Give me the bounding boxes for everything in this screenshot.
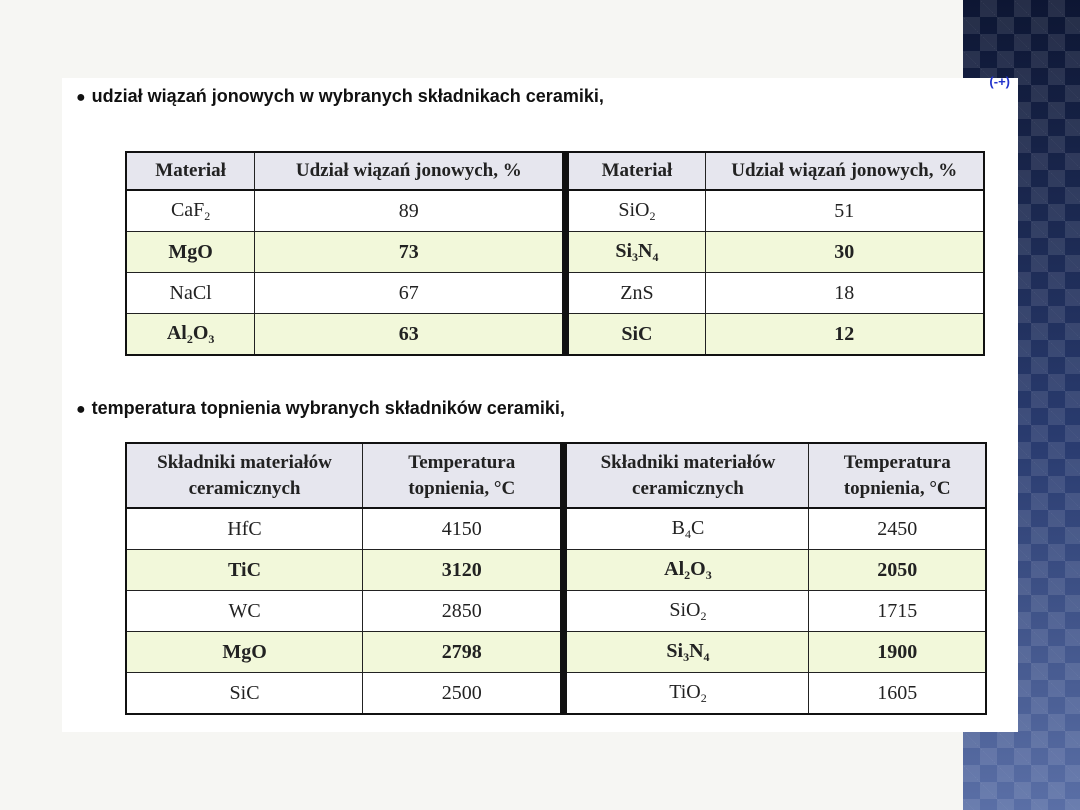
material-cell [126, 591, 363, 632]
col-header-melting-temp [809, 443, 986, 508]
header-line: ceramicznych [632, 477, 744, 499]
col-header-melting-temp [363, 443, 564, 508]
bullet-dot: ● [76, 401, 86, 418]
formula-text: TiC [228, 558, 262, 581]
formula-subscript: 4 [652, 249, 659, 264]
formula-text: N [638, 239, 653, 262]
formula-text: SiO [618, 198, 650, 221]
formula-subscript: 2 [700, 690, 707, 705]
value-cell: 51 [705, 190, 984, 232]
formula-subscript: 3 [683, 649, 690, 664]
formula-subscript: 4 [703, 649, 710, 664]
value-cell: 1900 [809, 632, 986, 673]
value-cell: 2450 [809, 508, 986, 550]
value-cell: 4150 [363, 508, 564, 550]
formula-text: MgO [168, 240, 213, 263]
material-cell [566, 273, 705, 314]
formula-text: SiO [669, 598, 701, 621]
value-cell: 2050 [809, 550, 986, 591]
formula-text: O [690, 557, 706, 580]
formula-text: Al [664, 557, 685, 580]
header-line: Temperatura [408, 451, 516, 473]
formula-text: CaF [170, 198, 205, 221]
col-header-component [564, 443, 809, 508]
corner-mark: (-+) [989, 74, 1010, 89]
bullet-melting-temp [76, 398, 565, 419]
material-cell [126, 314, 255, 356]
material-cell [126, 190, 255, 232]
bullet-ionic-bonds [76, 86, 604, 107]
material-cell [126, 632, 363, 673]
formula-subscript: 2 [186, 331, 193, 346]
value-cell: 67 [255, 273, 566, 314]
formula-text: TiO [669, 680, 701, 703]
formula-text: C [690, 516, 705, 539]
value-cell: 3120 [363, 550, 564, 591]
formula-subscript: 3 [705, 567, 712, 582]
formula-text: NaCl [169, 281, 212, 304]
value-cell: 12 [705, 314, 984, 356]
formula-text: SiC [229, 681, 260, 704]
col-header-material: Materiał [126, 152, 255, 190]
header-line: Składniki materiałów [157, 451, 332, 473]
melting-temperature-table [125, 442, 987, 715]
material-cell [126, 508, 363, 550]
formula-subscript: 2 [204, 208, 211, 223]
value-cell: 30 [705, 232, 984, 273]
formula-subscript: 2 [649, 208, 656, 223]
table-row [126, 273, 984, 314]
table-row [126, 314, 984, 356]
formula-subscript: 2 [700, 608, 707, 623]
col-header-material: Materiał [566, 152, 705, 190]
value-cell: 73 [255, 232, 566, 273]
value-cell: 18 [705, 273, 984, 314]
header-line: ceramicznych [188, 477, 301, 499]
bullet-dot: ● [76, 89, 86, 106]
header-line: topnienia, °C [408, 477, 516, 499]
bullet-melting-temp-text: temperatura topnienia wybranych składników ceramiki, [91, 398, 565, 418]
material-cell [126, 273, 255, 314]
col-header-component [126, 443, 363, 508]
table-row [126, 591, 986, 632]
bullet-ionic-bonds-text: udział wiązań jonowych w wybranych składnikach ceramiki, [91, 86, 604, 106]
formula-subscript: 4 [684, 526, 691, 541]
value-cell: 2500 [363, 673, 564, 715]
formula-subscript: 2 [684, 567, 691, 582]
material-cell [126, 673, 363, 715]
material-cell [564, 673, 809, 715]
value-cell: 2798 [363, 632, 564, 673]
formula-text: O [192, 321, 209, 344]
header-line: topnienia, °C [843, 477, 951, 499]
formula-text: HfC [227, 517, 262, 540]
table-row [126, 508, 986, 550]
formula-text: Al [166, 321, 187, 344]
formula-text: MgO [222, 640, 267, 663]
material-cell [126, 232, 255, 273]
material-cell [566, 190, 705, 232]
material-cell [564, 550, 809, 591]
formula-text: Si [615, 239, 633, 262]
melting-temperature-table-header [126, 443, 986, 508]
material-cell [566, 232, 705, 273]
header-line: Składniki materiałów [600, 451, 776, 473]
value-cell: 1605 [809, 673, 986, 715]
formula-subscript: 3 [208, 331, 215, 346]
formula-subscript: 3 [632, 249, 639, 264]
value-cell: 89 [255, 190, 566, 232]
table-row [126, 550, 986, 591]
value-cell: 2850 [363, 591, 564, 632]
slide-content [62, 74, 1018, 732]
value-cell: 1715 [809, 591, 986, 632]
formula-text: Si [666, 639, 684, 662]
value-cell: 63 [255, 314, 566, 356]
table-row [126, 673, 986, 715]
table-row [126, 632, 986, 673]
col-header-ionic-share: Udział wiązań jonowych, % [255, 152, 566, 190]
formula-text: N [689, 639, 704, 662]
material-cell [126, 550, 363, 591]
material-cell [564, 632, 809, 673]
formula-text: B [671, 516, 685, 539]
formula-text: SiC [621, 322, 653, 345]
material-cell [566, 314, 705, 356]
material-cell [564, 591, 809, 632]
formula-text: WC [228, 599, 261, 622]
table-row [126, 232, 984, 273]
header-line: Temperatura [843, 451, 951, 473]
formula-text: ZnS [620, 281, 654, 304]
col-header-ionic-share: Udział wiązań jonowych, % [705, 152, 984, 190]
material-cell [564, 508, 809, 550]
table-row [126, 190, 984, 232]
ionic-bond-table [125, 151, 985, 356]
ionic-bond-table-header [126, 152, 984, 190]
